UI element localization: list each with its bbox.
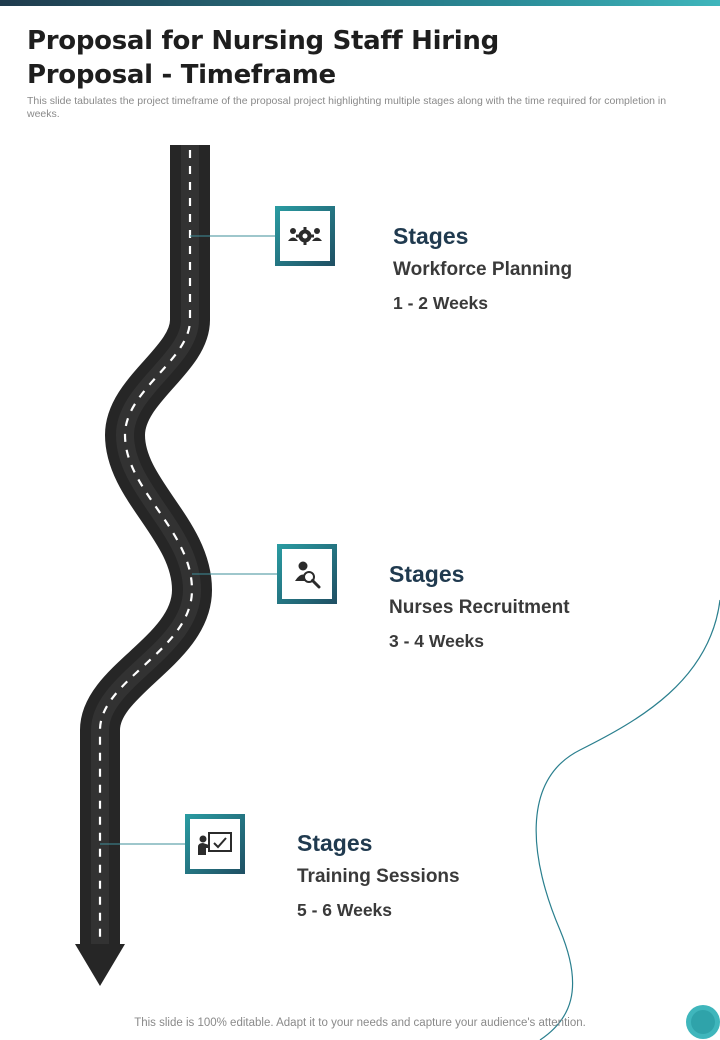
page-title: Proposal for Nursing Staff Hiring Proposal - Timeframe [27, 26, 499, 90]
stage-name: Nurses Recruitment [389, 597, 570, 618]
stage-heading: Stages [297, 830, 373, 856]
presenter-board-icon [197, 831, 233, 857]
stage-duration: 1 - 2 Weeks [393, 293, 489, 313]
team-gear-icon [287, 224, 323, 248]
stage-3-text [297, 829, 460, 921]
stage-heading: Stages [389, 561, 465, 587]
stage-heading: Stages [393, 223, 469, 249]
stage-name: Training Sessions [297, 866, 460, 887]
decorative-curve [536, 600, 720, 1040]
footer-note: This slide is 100% editable. Adapt it to your needs and capture your audience's attention. [134, 1017, 586, 1029]
stage-name: Workforce Planning [393, 259, 573, 280]
stage-2-icon-box [277, 544, 337, 604]
road-arrow-head [75, 944, 125, 986]
stage-1-text [393, 222, 572, 314]
stage-1-icon-box [275, 206, 335, 266]
page-subtitle: This slide tabulates the project timeframe of the proposal project highlighting multiple stages along with the time required for completion in weeks. [27, 95, 667, 120]
stage-3-icon-box [185, 814, 245, 874]
person-magnifier-icon [292, 559, 322, 589]
stage-2-text [389, 560, 570, 652]
stage-duration: 3 - 4 Weeks [389, 631, 485, 651]
stage-duration: 5 - 6 Weeks [297, 900, 393, 920]
